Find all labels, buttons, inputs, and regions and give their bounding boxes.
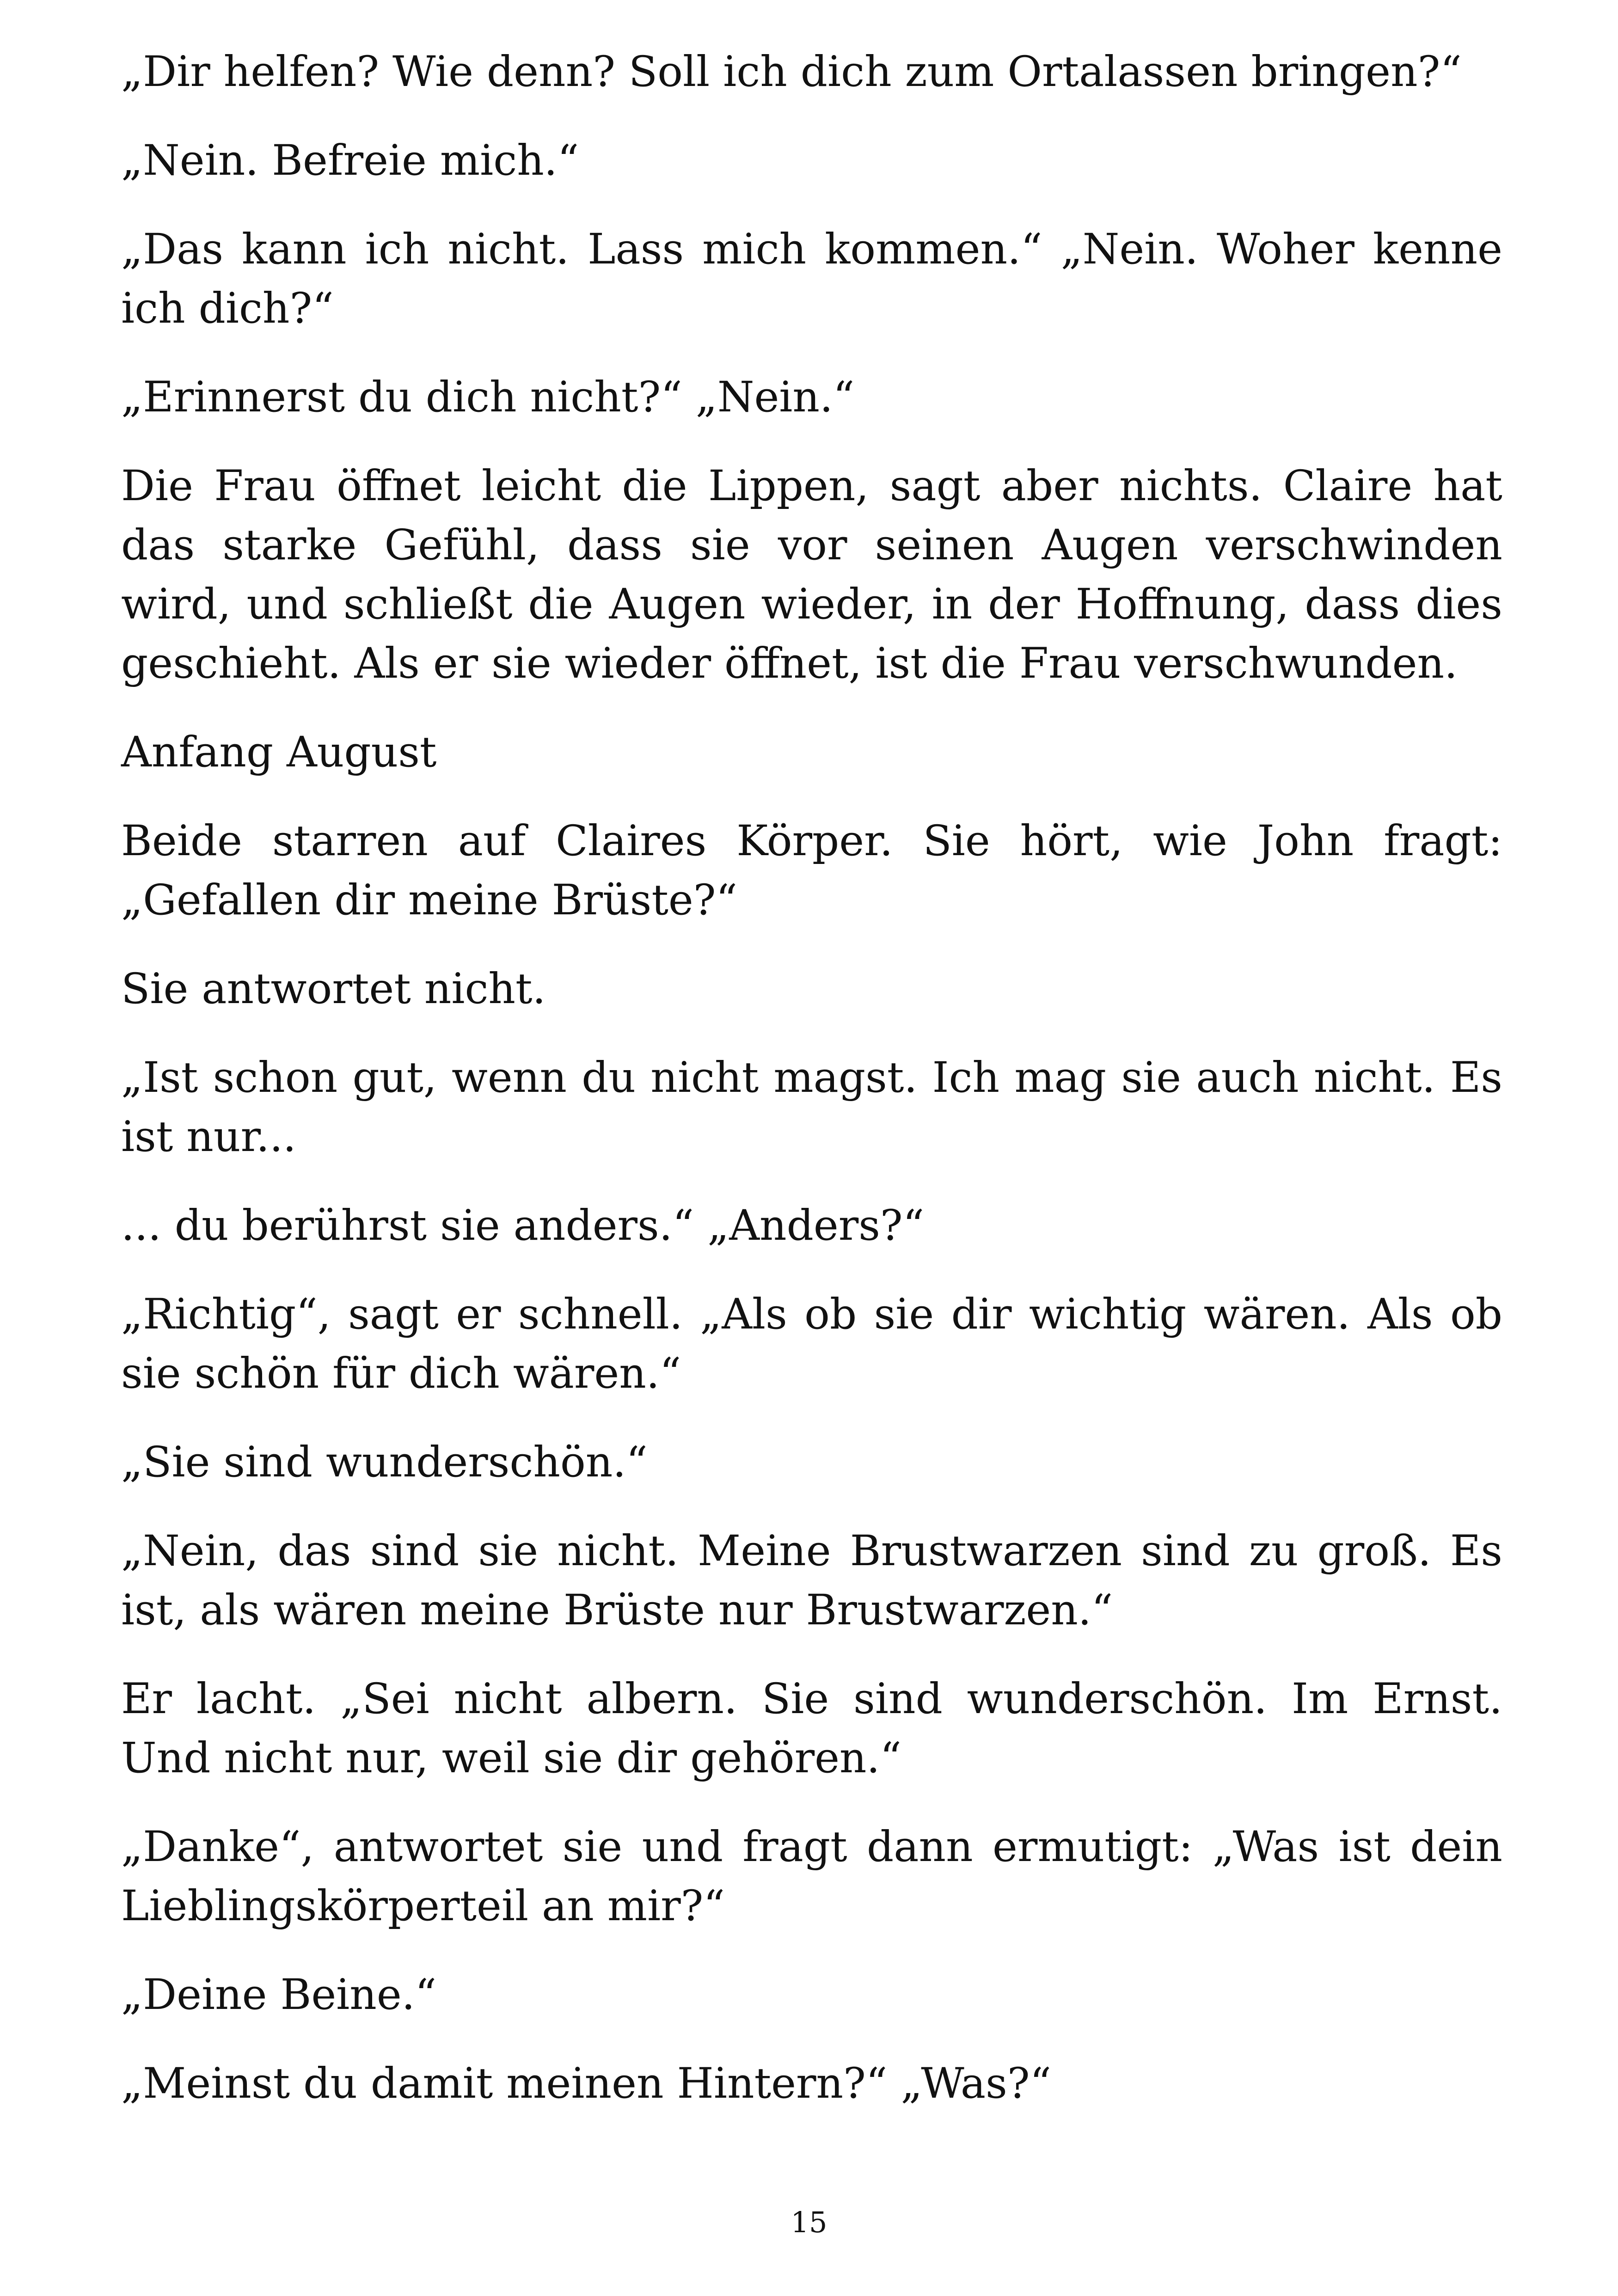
paragraph: „Dir helfen? Wie denn? Soll ich dich zum Ortalassen bringen?“ (121, 48, 1462, 96)
section-heading: Anfang August (121, 728, 437, 777)
paragraph: „Nein. Befreie mich.“ (121, 136, 579, 185)
paragraph: ... du berührst sie anders.“ „Anders?“ (121, 1201, 925, 1250)
paragraph: „Das kann ich nicht. Lass mich kommen.“ „Nein. Woher kenne ich dich?“ (121, 225, 1502, 333)
body-text (121, 43, 1502, 2143)
paragraph: „Richtig“, sagt er schnell. „Als ob sie dir wichtig wären. Als ob sie schön für dich wären.“ (121, 1290, 1502, 1398)
paragraph: Er lacht. „Sei nicht albern. Sie sind wunderschön. Im Ernst. Und nicht nur, weil sie dir gehören.“ (121, 1675, 1502, 1782)
paragraph: Beide starren auf Claires Körper. Sie hört, wie John fragt: „Gefallen dir meine Brüste?“ (121, 817, 1502, 925)
paragraph: Die Frau öffnet leicht die Lippen, sagt aber nichts. Claire hat das starke Gefühl, dass sie vor seinen Augen verschwinden wird, und schließt die Augen wieder, in der Hoffnung, dass dies geschieht. Als er sie wieder öffnet, ist die Frau verschwunden. (121, 462, 1502, 688)
page-number: 15 (791, 2205, 827, 2239)
paragraph: „Deine Beine.“ (121, 1971, 437, 2019)
paragraph: Sie antwortet nicht. (121, 965, 546, 1013)
paragraph: „Erinnerst du dich nicht?“ „Nein.“ (121, 373, 855, 422)
paragraph: „Ist schon gut, wenn du nicht magst. Ich mag sie auch nicht. Es ist nur... (121, 1053, 1502, 1161)
paragraph: „Meinst du damit meinen Hintern?“ „Was?“ (121, 2059, 1052, 2108)
paragraph: „Danke“, antwortet sie und fragt dann ermutigt: „Was ist dein Lieblingskörperteil an mir?“ (121, 1823, 1502, 1930)
paragraph: „Sie sind wunderschön.“ (121, 1438, 648, 1487)
paragraph: „Nein, das sind sie nicht. Meine Brustwarzen sind zu groß. Es ist, als wären meine Brüste nur Brustwarzen.“ (121, 1527, 1502, 1635)
